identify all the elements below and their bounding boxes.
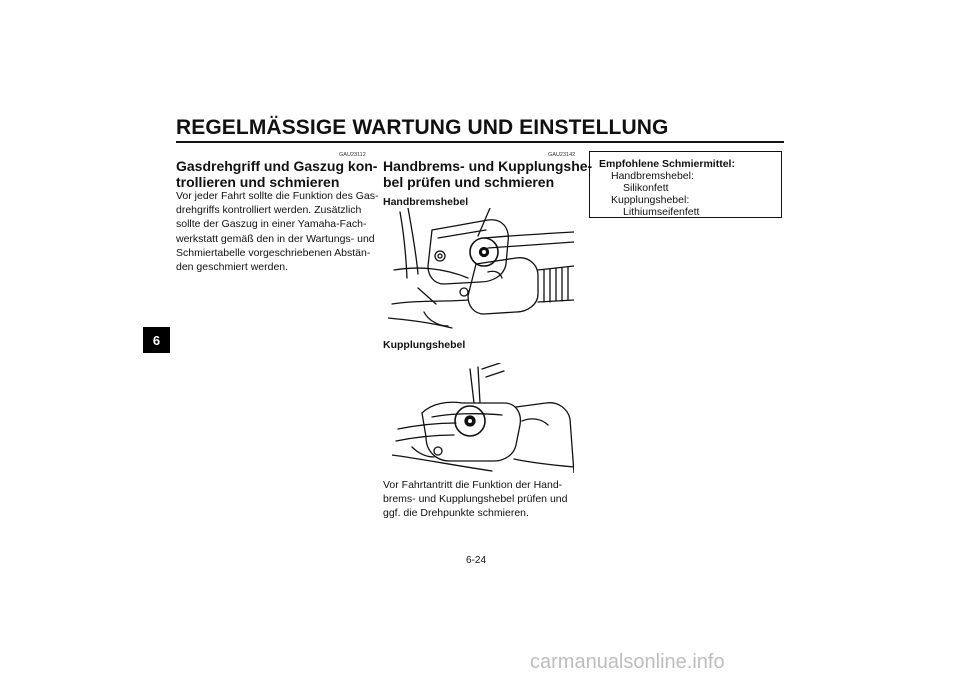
levers-heading-line-2: bel prüfen und schmieren bbox=[383, 174, 555, 190]
throttle-heading-line-1: Gasdrehgriff und Gaszug kon- bbox=[176, 158, 378, 174]
levers-section-code: GAU23142 bbox=[548, 152, 576, 158]
levers-section-body bbox=[383, 478, 567, 521]
levers-heading-line-1: Handbrems- und Kupplungshe- bbox=[383, 158, 593, 174]
throttle-section-heading bbox=[176, 158, 377, 190]
brake-lever-label: Handbremshebel bbox=[383, 196, 469, 208]
throttle-body-line-3: sollte der Gaszug in einer Yamaha-Fach- bbox=[176, 218, 367, 231]
throttle-section-code: GAU23112 bbox=[339, 152, 366, 158]
page-title: REGELMÄSSIGE WARTUNG UND EINSTELLUNG bbox=[176, 116, 669, 139]
recommended-lubricants-box bbox=[589, 151, 782, 218]
page-number: 6-24 bbox=[466, 555, 487, 566]
levers-section-heading bbox=[383, 158, 592, 190]
throttle-body-line-6: den geschmiert werden. bbox=[176, 261, 289, 274]
levers-body-line-2: brems- und Kupplungshebel prüfen und bbox=[383, 493, 568, 506]
brake-lever-illustration bbox=[388, 208, 574, 330]
chapter-tab: 6 bbox=[143, 327, 170, 353]
title-divider bbox=[176, 141, 784, 143]
clutch-lever-illustration bbox=[392, 363, 574, 473]
throttle-heading-line-2: trollieren und schmieren bbox=[176, 174, 340, 190]
throttle-body-line-1: Vor jeder Fahrt sollte die Funktion des Gas- bbox=[176, 190, 379, 202]
levers-body-line-3: ggf. die Drehpunkte schmieren. bbox=[383, 507, 529, 520]
levers-body-line-1: Vor Fahrtantritt die Funktion der Hand- bbox=[383, 479, 563, 491]
clutch-lever-lubricant: Lithiumseifenfett bbox=[623, 206, 700, 218]
clutch-lever-lubricant-label: Kupplungshebel: bbox=[611, 194, 690, 206]
throttle-section-body bbox=[176, 189, 379, 274]
throttle-body-line-5: Schmiertabelle vorgeschriebenen Abstän- bbox=[176, 246, 371, 259]
brake-lever-lubricant-label: Handbremshebel: bbox=[611, 170, 694, 182]
watermark: carmanualsonline.info bbox=[530, 651, 725, 673]
lubricants-title: Empfohlene Schmiermittel: bbox=[599, 158, 735, 170]
clutch-lever-label: Kupplungshebel bbox=[383, 339, 466, 351]
throttle-body-line-2: drehgriffs kontrolliert werden. Zusätzlich bbox=[176, 204, 362, 217]
brake-lever-lubricant: Silikonfett bbox=[623, 182, 669, 194]
throttle-body-line-4: werkstatt gemäß den in der Wartungs- und bbox=[176, 232, 375, 245]
